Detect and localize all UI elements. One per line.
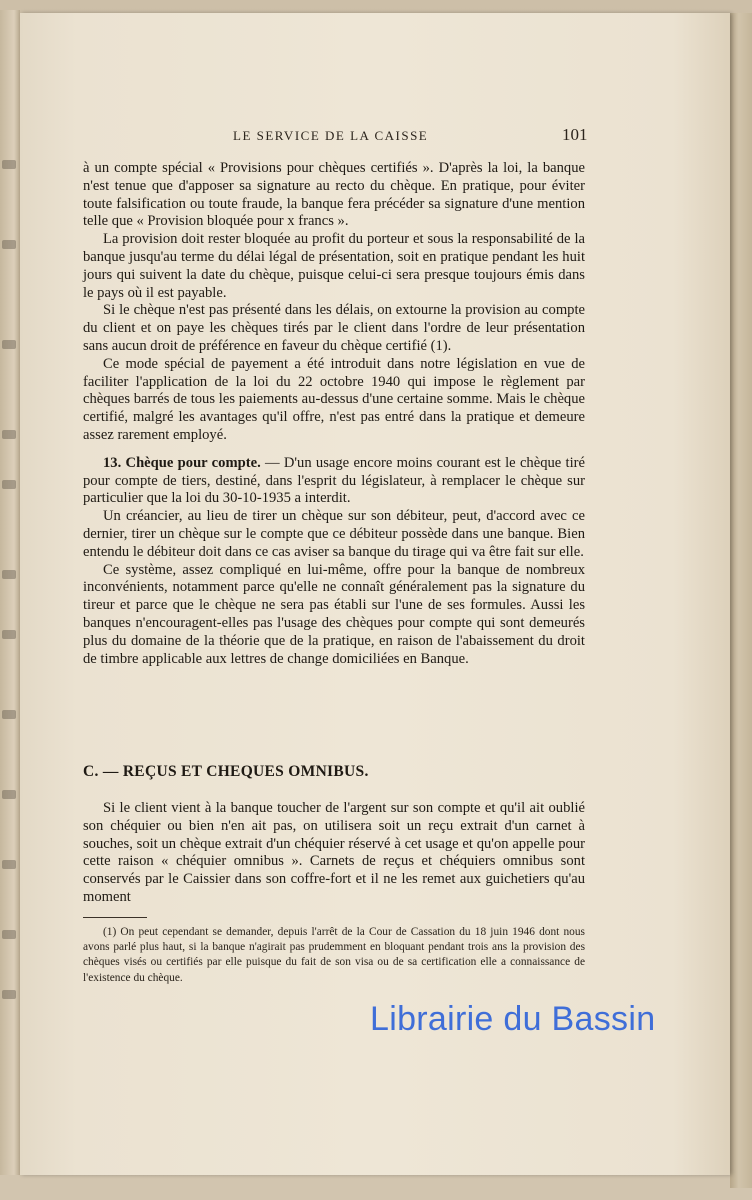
footnote-text: (1) On peut cependant se demander, depuis l'arrêt de la Cour de Cassation du 18 juin 1946 dont nous avons parlé plus haut, si la banque n'agirait pas prudemment en bloquant pendant trois ans la provision des chèques visés ou certifiés par elle puisque du fait de son visa ou de sa certification elle a connaissance de l'existence du chèque. (83, 926, 585, 984)
previous-page-edge (0, 10, 20, 1175)
paragraph: Ce système, assez compliqué en lui-même, offre pour la banque de nombreux inconvénients, notamment parce qu'elle ne connaît généralement pas la signature du tireur et parce que le chèque ne sera pas établi sur l'une de ses formules. Aussi les banques n'encouragent-elles pas l'usage des chèques pour compte qui sont demeurés plus du domaine de la théorie que de la pratique, en raison de l'abaissement du droit de timbre applicable aux lettres de change domiciliées en Banque. (83, 561, 585, 667)
paragraph: Ce mode spécial de payement a été introduit dans notre législation en vue de faciliter l'application de la loi du 22 octobre 1940 qui impose le règlement par chèques barrés de tous les paiements au-dessus d'une certaine somme. Mais le chèque certifié, malgré les avantages qu'il offre, n'est pas entré dans la pratique et demeure assez rarement employé. (83, 355, 585, 443)
section-heading: C. — REÇUS ET CHEQUES OMNIBUS. (83, 763, 369, 780)
subsection-title: 13. Chèque pour compte. (103, 454, 261, 471)
running-header: LE SERVICE DE LA CAISSE (233, 128, 429, 143)
page-stack-edge (730, 13, 752, 1188)
paragraph: Si le chèque n'est pas présenté dans les délais, on extourne la provision au compte du client et on paye les chèques tirés par le client dans l'ordre de leur présentation sans aucun droit de préférence en faveur du chèque certifié (1). (83, 302, 585, 354)
paragraph: Un créancier, au lieu de tirer un chèque sur son débiteur, peut, d'accord avec ce dernier, tirer un chèque sur le compte que ce débiteur possède dans une banque. Bien entendu le débiteur doit dans ce cas aviser sa banque du tirage qui va être fait sur elle. (83, 508, 585, 560)
main-text (83, 160, 585, 668)
paragraph-section-13 (83, 455, 585, 508)
paragraph: La provision doit rester bloquée au profit du porteur et sous la responsabilité de la banque jusqu'au terme du délai légal de présentation, soit en pratique pendant les huit jours qui suivent la date du chèque, puisque celui-ci sera presque toujours émis dans le pays où il est payable. (83, 231, 585, 301)
page-number: 101 (562, 125, 588, 144)
paragraph: à un compte spécial « Provisions pour chèques certifiés ». D'après la loi, la banque n'est tenue que d'apposer sa signature au recto du chèque. En pratique, pour éviter toute falsification ou toute fraude, la banque fera précéder sa signature d'une mention telle que « Provision bloquée pour x francs ». (83, 160, 585, 230)
paragraph: Si le client vient à la banque toucher de l'argent sur son compte et qu'il ait oublié son chéquier ou bien n'en ait pas, on utilisera soit un reçu extrait d'un carnet à souches, soit un chèque extrait d'un chéquier réservé à cet usage et qu'on appelle pour cette raison « chéquier omnibus ». Carnets de reçus et chéquiers omnibus sont conservés par le Caissier dans son coffre-fort et il ne les remet aux guichetiers qu'au moment (83, 800, 585, 905)
paragraph-text: — D'un usage encore moins courant est le chèque tiré pour compte de tiers, destiné, dans l'esprit du législateur, à remplacer le chèque sur particulier que la loi du 30-10-1935 a interdit. (83, 454, 585, 507)
footnote-divider (83, 917, 147, 918)
watermark-logo: Librairie du Bassin (370, 1000, 656, 1038)
section-text (83, 800, 585, 907)
footnote (83, 925, 585, 986)
